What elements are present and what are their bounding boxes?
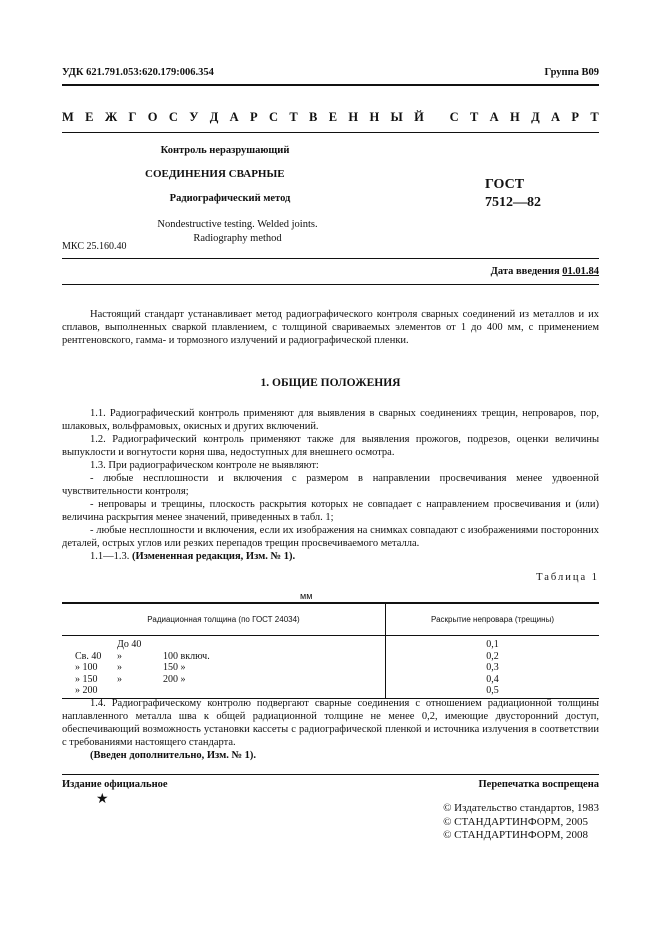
introduction-date (491, 266, 599, 277)
section-1-heading: 1. ОБЩИЕ ПОЛОЖЕНИЯ (260, 377, 401, 389)
title-line-2: СОЕДИНЕНИЯ СВАРНЫЕ (145, 168, 285, 180)
column-header-thickness: Радиационная толщина (по ГОСТ 24034) (62, 603, 386, 636)
edit-ref: 1.1—1.3. (90, 551, 130, 562)
gost-designation (485, 176, 541, 212)
table-row (62, 651, 599, 663)
thickness-cell: Св. 40 » 100 включ. (75, 650, 210, 662)
copyright-line-3: © СТАНДАРТИНФОРМ, 2008 (443, 829, 589, 841)
table-row (62, 636, 599, 651)
copyright-line-2: © СТАНДАРТИНФОРМ, 2005 (443, 815, 589, 828)
clause-1-4-note: (Введен дополнительно, Изм. № 1). (90, 750, 257, 761)
table-row (62, 674, 599, 686)
opening-cell: 0,5 (386, 685, 600, 698)
column-header-opening: Раскрытие непровара (трещины) (386, 603, 600, 636)
edit-note (62, 550, 599, 563)
opening-cell: 0,1 (386, 636, 600, 651)
clause-1-1: 1.1. Радиографический контроль применяют для выявления в сварных соединениях трещин, непроваров, пор, шлаковых, вольфрамовых, окисных и других включений. (62, 408, 599, 432)
clause-1-4: 1.4. Радиографическому контролю подвергают сварные соединения с отношением радиационной толщины наплавленного металла шва к общей радиационной толщине не менее 0,2, имеющие двусторонний доступ, обеспечивающий возможность установки кассеты с радиографической пленкой и источника излучения в соответствии с требованиями настоящего стандарта. (62, 698, 599, 748)
mks-code: МКС 25.160.40 (62, 241, 127, 252)
table-header-row (62, 603, 599, 636)
english-title (150, 218, 325, 246)
bullet-2: - непровары и трещины, плоскость раскрытия которых не совпадает с направлением просвечивания и (или) величина раскрытия менее значений, приведенных в табл. 1; (62, 499, 599, 523)
reprint-prohibited: Перепечатка воспрещена (478, 779, 599, 790)
english-title-line-2: Radiography method (193, 233, 282, 244)
footer-rule (62, 774, 599, 775)
gost-number: 7512—82 (485, 195, 541, 210)
table-1 (62, 602, 599, 699)
table-row (62, 662, 599, 674)
copyright-line-1: © Издательство стандартов, 1983 (443, 802, 599, 814)
copyright-block (443, 802, 599, 843)
standard-type-heading: М Е Ж Г О С У Д А Р С Т В Е Н Н Ы Й С Т А Н Д А Р Т (62, 110, 599, 124)
bullet-3: - любые несплошности и включения, если их изображения на снимках совпадают с изображениями посторонних деталей, острых углов или резких перепадов трещин просвечиваемого металла. (62, 525, 599, 549)
clause-1-2: 1.2. Радиографический контроль применяют также для выявления прожогов, подрезов, оценки величины выпуклости и вогнутости корня шва, недоступных для внешнего осмотра. (62, 434, 599, 458)
group-code: Группа В09 (544, 67, 599, 78)
udk-code: УДК 621.791.053:620.179:006.354 (62, 67, 214, 78)
english-title-line-1: Nondestructive testing. Welded joints. (157, 219, 318, 230)
title-line-3: Радиографический метод (169, 193, 291, 204)
thickness-cell: » 100 » 150 » (75, 662, 186, 673)
table-title: Таблица 1 (536, 572, 599, 583)
thickness-cell: » 200 (62, 685, 386, 698)
clause-1-3: 1.3. При радиографическом контроле не выявляют: (90, 460, 319, 471)
opening-cell: 0,4 (386, 674, 600, 686)
title-line-1: Контроль неразрушающий (160, 145, 290, 156)
date-rule (62, 284, 599, 285)
title-rule (62, 258, 599, 259)
section-1-body (62, 407, 599, 563)
heading-rule (62, 132, 599, 133)
thickness-cell: До 40 (117, 639, 142, 650)
opening-cell: 0,2 (386, 651, 600, 663)
date-value: 01.01.84 (562, 266, 599, 277)
official-edition: Издание официальное (62, 779, 168, 790)
date-label: Дата введения (490, 266, 560, 277)
thickness-cell: » 150 » 200 » (75, 673, 186, 685)
bullet-1: - любые несплошности и включения с размером в направлении просвечивания менее удвоенной чувствительности контроля; (62, 473, 599, 497)
top-rule (62, 84, 599, 86)
opening-cell: 0,3 (386, 662, 600, 674)
gost-label: ГОСТ (485, 177, 525, 192)
star-icon: ★ (96, 792, 109, 807)
table-unit: мм (300, 591, 313, 601)
clause-1-4-block (62, 697, 599, 762)
intro-paragraph: Настоящий стандарт устанавливает метод радиографического контроля сварных соединений из металлов и их сплавов, выполненных сваркой плавлением, с толщиной свариваемых элементов от 1 до 400 мм, с применением рентгеновского, гамма- и тормозного излучений и радиографической пленки. (62, 309, 599, 346)
edit-note-text: (Измененная редакция, Изм. № 1). (132, 551, 296, 562)
